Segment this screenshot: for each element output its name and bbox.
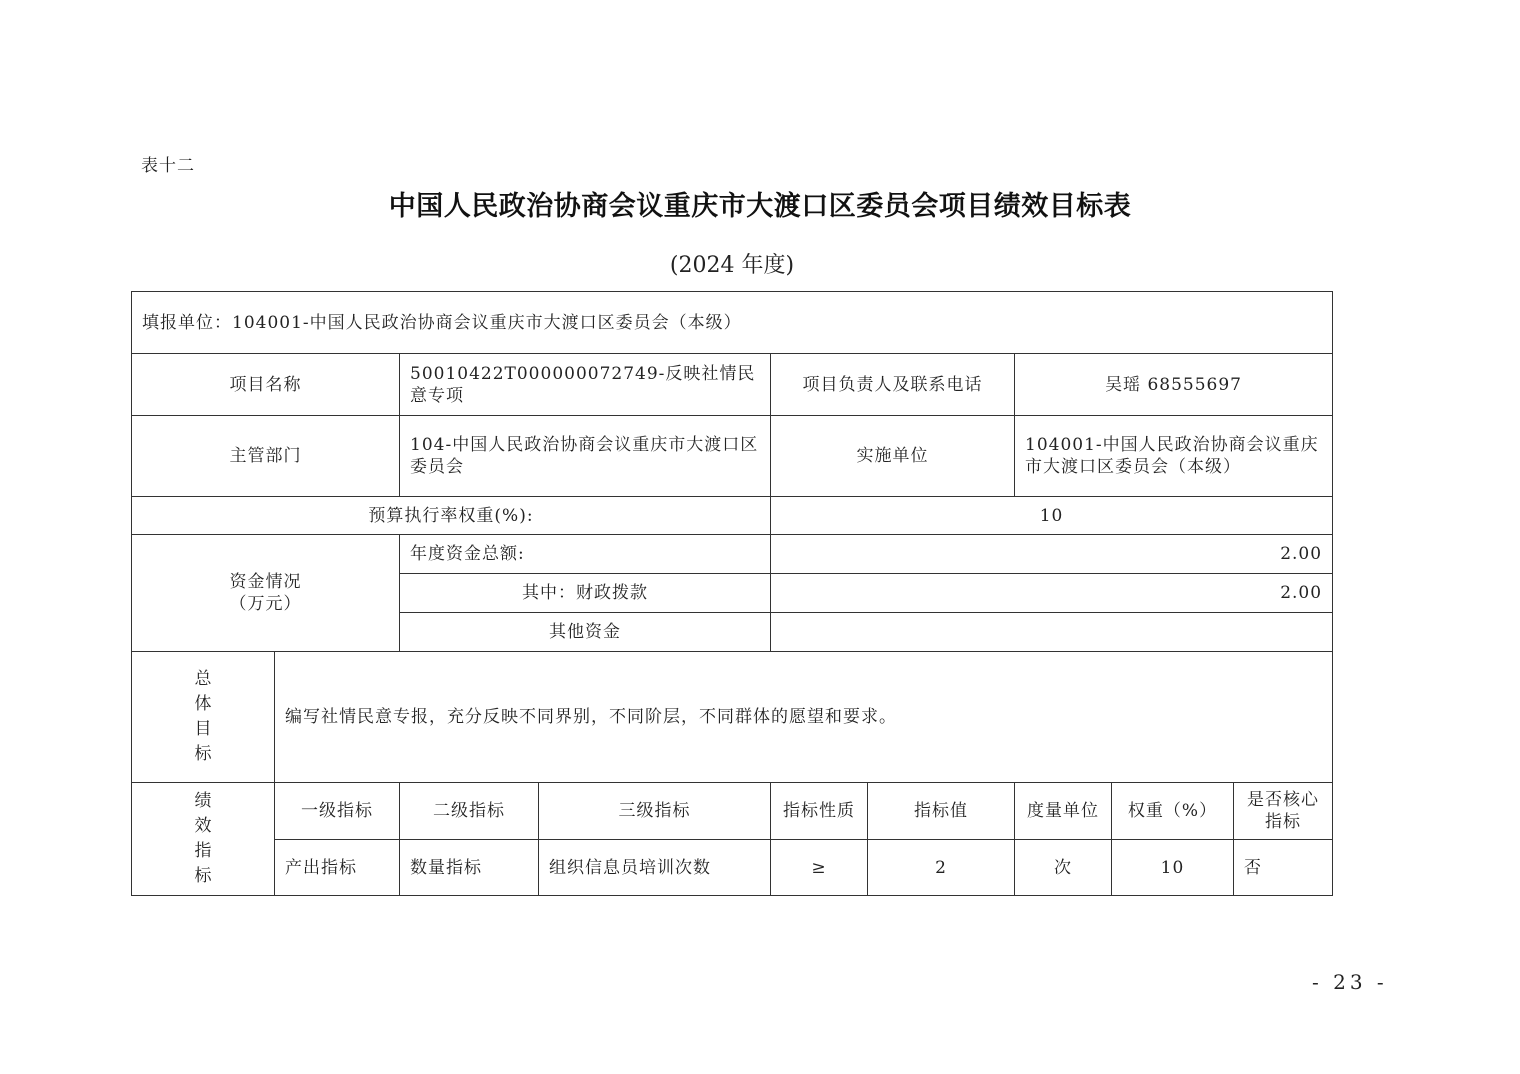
budget-weight-label: 预算执行率权重(%): [132,497,771,535]
page-number: - 23 - [1312,970,1388,994]
project-lead: 吴瑶 68555697 [1015,354,1333,416]
indicator-label: 绩效指标 [132,783,275,896]
funds-label-line2: （万元） [229,594,302,614]
header-unit: 度量单位 [1015,783,1112,840]
implementing-unit-label: 实施单位 [771,416,1015,497]
cell-level1: 产出指标 [275,840,400,896]
project-name-label: 项目名称 [132,354,400,416]
implementing-unit: 104001-中国人民政治协商会议重庆市大渡口区委员会（本级） [1015,416,1333,497]
cell-level2: 数量指标 [400,840,539,896]
overall-goal-label: 总体目标 [132,652,275,783]
table-row [132,840,1333,896]
budget-weight: 10 [771,497,1333,535]
header-level1: 一级指标 [275,783,400,840]
other-funds-label: 其他资金 [400,613,771,652]
project-lead-label: 项目负责人及联系电话 [771,354,1015,416]
table-number: 表十二 [141,156,195,176]
fiscal-funds: 2.00 [771,574,1333,613]
cell-core: 否 [1234,840,1333,896]
fiscal-funds-label: 其中：财政拨款 [400,574,771,613]
header-nature: 指标性质 [771,783,868,840]
annual-total: 2.00 [771,535,1333,574]
header-level3: 三级指标 [539,783,771,840]
annual-total-label: 年度资金总额: [400,535,771,574]
department-label: 主管部门 [132,416,400,497]
cell-nature: ≥ [771,840,868,896]
header-value: 指标值 [868,783,1015,840]
header-weight: 权重（%） [1112,783,1234,840]
fill-unit: 填报单位：104001-中国人民政治协商会议重庆市大渡口区委员会（本级） [132,292,1333,354]
overall-goal: 编写社情民意专报，充分反映不同界别，不同阶层，不同群体的愿望和要求。 [275,652,1333,783]
cell-level3: 组织信息员培训次数 [539,840,771,896]
header-level2: 二级指标 [400,783,539,840]
performance-target-table [131,291,1333,896]
funds-label-line1: 资金情况 [229,572,302,592]
cell-weight: 10 [1112,840,1234,896]
document-title: 中国人民政治协商会议重庆市大渡口区委员会项目绩效目标表 [388,191,1132,222]
other-funds [771,613,1333,652]
cell-value: 2 [868,840,1015,896]
header-core: 是否核心指标 [1234,783,1333,840]
funds-label [132,535,400,652]
department: 104-中国人民政治协商会议重庆市大渡口区委员会 [400,416,771,497]
cell-unit: 次 [1015,840,1112,896]
fiscal-year: (2024 年度) [669,253,795,278]
project-name: 50010422T000000072749-反映社情民意专项 [400,354,771,416]
